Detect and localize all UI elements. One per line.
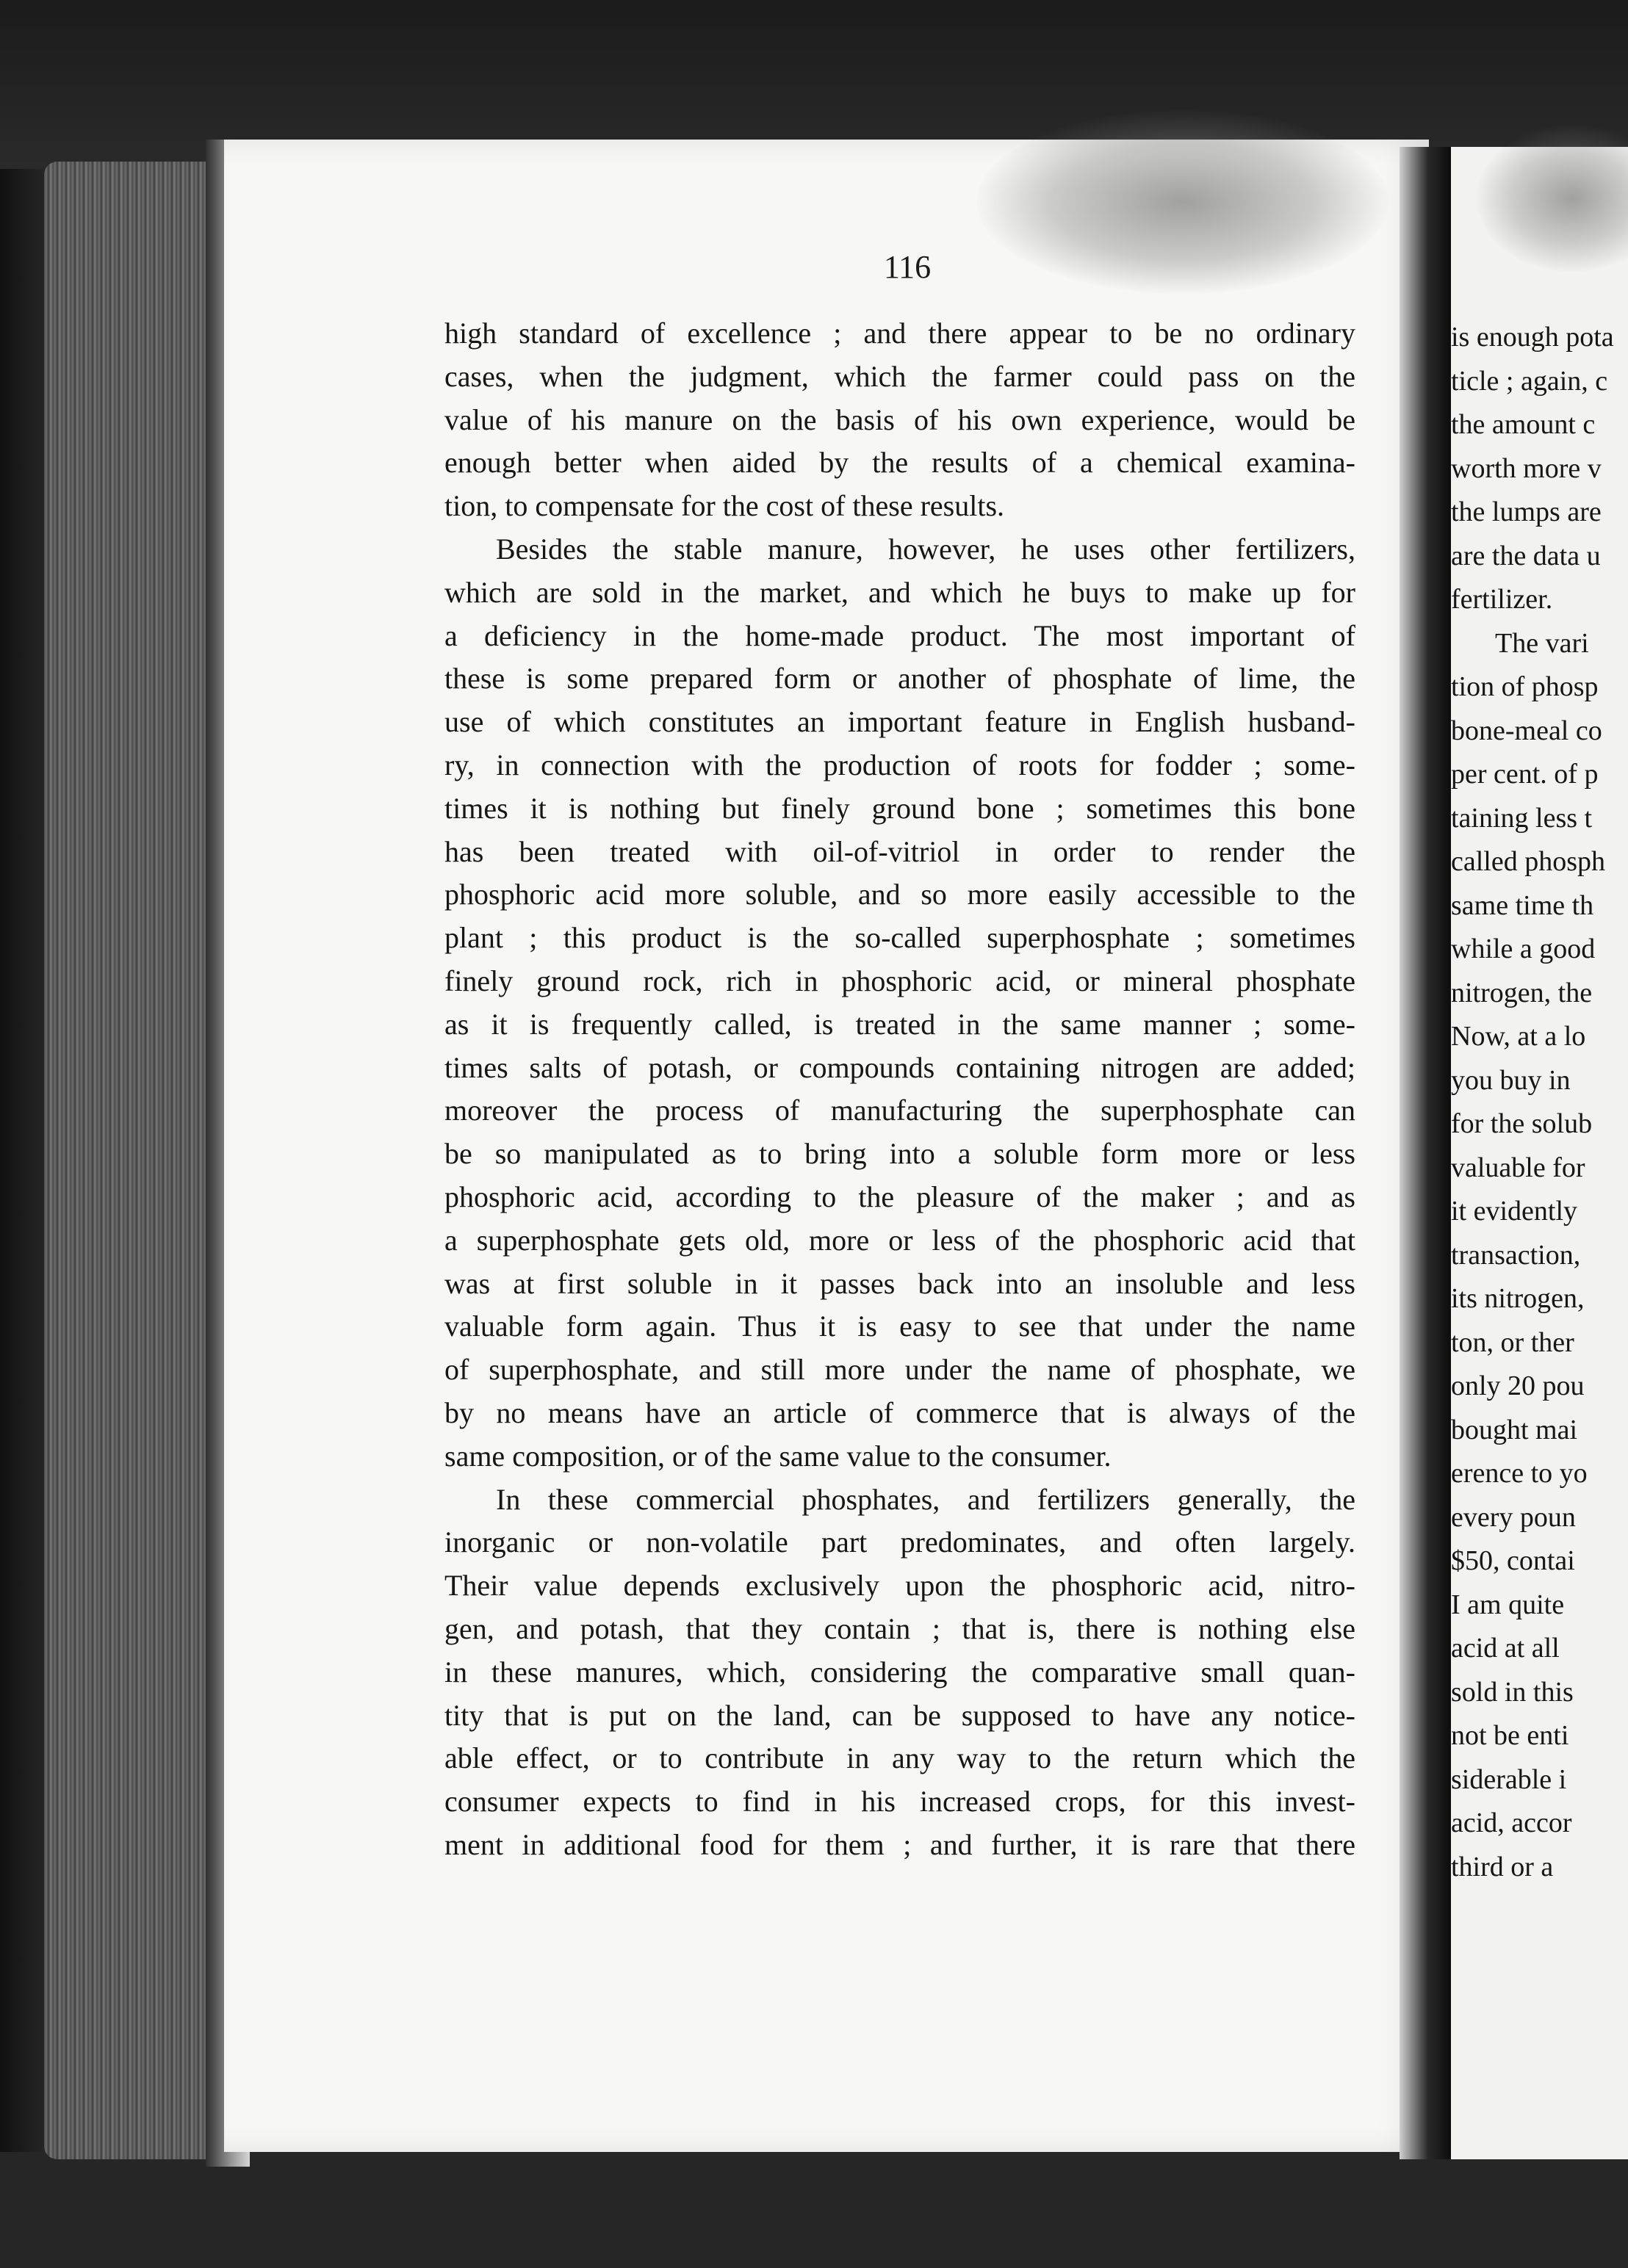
text-line: Now, at a lo <box>1451 1021 1586 1052</box>
text-line: use of which constitutes an important feature in English husband- <box>444 705 1355 739</box>
text-line: ment in additional food for them ; and further, it is rare that there <box>444 1827 1355 1861</box>
background-bottom <box>0 2152 1628 2268</box>
text-line: times salts of potash, or compounds containing nitrogen are added; <box>444 1050 1355 1084</box>
page-edges <box>44 162 228 2159</box>
text-line: tity that is put on the land, can be supposed to have any notice- <box>444 1698 1355 1732</box>
text-line: only 20 pou <box>1451 1370 1585 1401</box>
text-line: inorganic or non-volatile part predominates, and often largely. <box>444 1525 1355 1559</box>
text-line: is enough pota <box>1451 322 1614 353</box>
text-line: value of his manure on the basis of his own experience, would be <box>444 402 1355 436</box>
text-line: ticle ; again, c <box>1451 365 1608 397</box>
right-page-text-clip <box>1451 294 1628 1983</box>
text-line: acid at all <box>1451 1633 1560 1664</box>
text-line: of superphosphate, and still more under the name of phosphate, we <box>444 1353 1355 1387</box>
text-line: taining less t <box>1451 802 1593 834</box>
text-line: ry, in connection with the production of roots for fodder ; some- <box>444 748 1355 781</box>
text-line: ton, or ther <box>1451 1326 1574 1358</box>
text-line: you buy in <box>1451 1064 1571 1096</box>
text-line: for the solub <box>1451 1108 1593 1139</box>
text-line: phosphoric acid more soluble, and so more easily accessible to the <box>444 878 1355 911</box>
text-line: while a good <box>1451 933 1596 964</box>
text-line: fertilizer. <box>1451 584 1553 615</box>
text-line: $50, contai <box>1451 1545 1575 1576</box>
text-line: same composition, or of the same value to the consumer. <box>444 1439 1112 1473</box>
text-line: bought mai <box>1451 1414 1578 1445</box>
text-line: which are sold in the market, and which he buys to make up for <box>444 575 1355 609</box>
right-page-body-text <box>1451 316 1628 1889</box>
text-line: able effect, or to contribute in any way to the return which the <box>444 1741 1355 1775</box>
text-line: per cent. of p <box>1451 759 1599 790</box>
water-stain <box>977 110 1389 294</box>
text-line: transaction, <box>1451 1239 1581 1271</box>
page-number: 116 <box>883 249 932 285</box>
text-line: its nitrogen, <box>1451 1283 1585 1314</box>
left-page-body-text <box>444 312 1355 1867</box>
text-line: third or a <box>1451 1851 1554 1882</box>
text-line: The vari <box>1495 627 1589 659</box>
text-line: was at first soluble in it passes back into an insoluble and less <box>444 1266 1355 1300</box>
text-line: be so manipulated as to bring into a soluble form more or less <box>444 1137 1355 1171</box>
text-line: cases, when the judgment, which the farmer could pass on the <box>444 359 1355 393</box>
text-line: consumer expects to find in his increased crops, for this invest- <box>444 1785 1355 1819</box>
text-line: high standard of excellence ; and there appear to be no ordinary <box>444 317 1355 350</box>
text-line: a superphosphate gets old, more or less of the phosphoric acid that <box>444 1223 1355 1257</box>
text-line: Their value depends exclusively upon the phosphoric acid, nitro- <box>444 1569 1355 1603</box>
text-line: acid, accor <box>1451 1807 1572 1838</box>
text-line: every poun <box>1451 1501 1576 1533</box>
text-line: phosphoric acid, according to the pleasure of the maker ; and as <box>444 1180 1355 1213</box>
text-line: by no means have an article of commerce that is always of the <box>444 1395 1355 1429</box>
text-line: worth more v <box>1451 452 1602 484</box>
text-line: moreover the process of manufacturing the superphosphate can <box>444 1094 1355 1127</box>
text-line: I am quite <box>1451 1589 1565 1620</box>
text-line: finely ground rock, rich in phosphoric acid, or mineral phosphate <box>444 964 1355 997</box>
text-line: times it is nothing but finely ground bone ; sometimes this bone <box>444 791 1355 825</box>
text-line: tion of phosp <box>1451 671 1599 702</box>
text-line: not be enti <box>1451 1720 1569 1751</box>
text-line: erence to yo <box>1451 1458 1588 1489</box>
text-line: Besides the stable manure, however, he uses other fertilizers, <box>496 532 1355 566</box>
text-line: called phosph <box>1451 846 1606 877</box>
text-line: siderable i <box>1451 1763 1567 1795</box>
text-line: same time th <box>1451 889 1594 921</box>
text-line: it evidently <box>1451 1196 1578 1227</box>
text-line: as it is frequently called, is treated in the same manner ; some- <box>444 1007 1355 1041</box>
text-line: the lumps are <box>1451 496 1602 527</box>
text-line: nitrogen, the <box>1451 977 1593 1008</box>
text-line: plant ; this product is the so-called superphosphate ; sometimes <box>444 921 1355 955</box>
text-line: tion, to compensate for the cost of these results. <box>444 489 1005 523</box>
text-line: sold in this <box>1451 1676 1574 1708</box>
text-line: these is some prepared form or another of phosphate of lime, the <box>444 662 1355 696</box>
text-line: gen, and potash, that they contain ; that is, there is nothing else <box>444 1611 1355 1645</box>
text-line: the amount c <box>1451 409 1596 440</box>
text-line: enough better when aided by the results of a chemical examina- <box>444 446 1355 480</box>
text-line: valuable form again. Thus it is easy to see that under the name <box>444 1310 1355 1343</box>
text-line: valuable for <box>1451 1152 1585 1183</box>
text-line: a deficiency in the home-made product. The most important of <box>444 618 1355 652</box>
text-line: in these manures, which, considering the comparative small quan- <box>444 1655 1355 1689</box>
text-line: has been treated with oil-of-vitriol in order to render the <box>444 834 1355 868</box>
book-gutter <box>1400 147 1451 2159</box>
text-line: are the data u <box>1451 540 1601 571</box>
text-line: In these commercial phosphates, and fertilizers generally, the <box>496 1482 1355 1516</box>
text-line: bone-meal co <box>1451 715 1602 746</box>
